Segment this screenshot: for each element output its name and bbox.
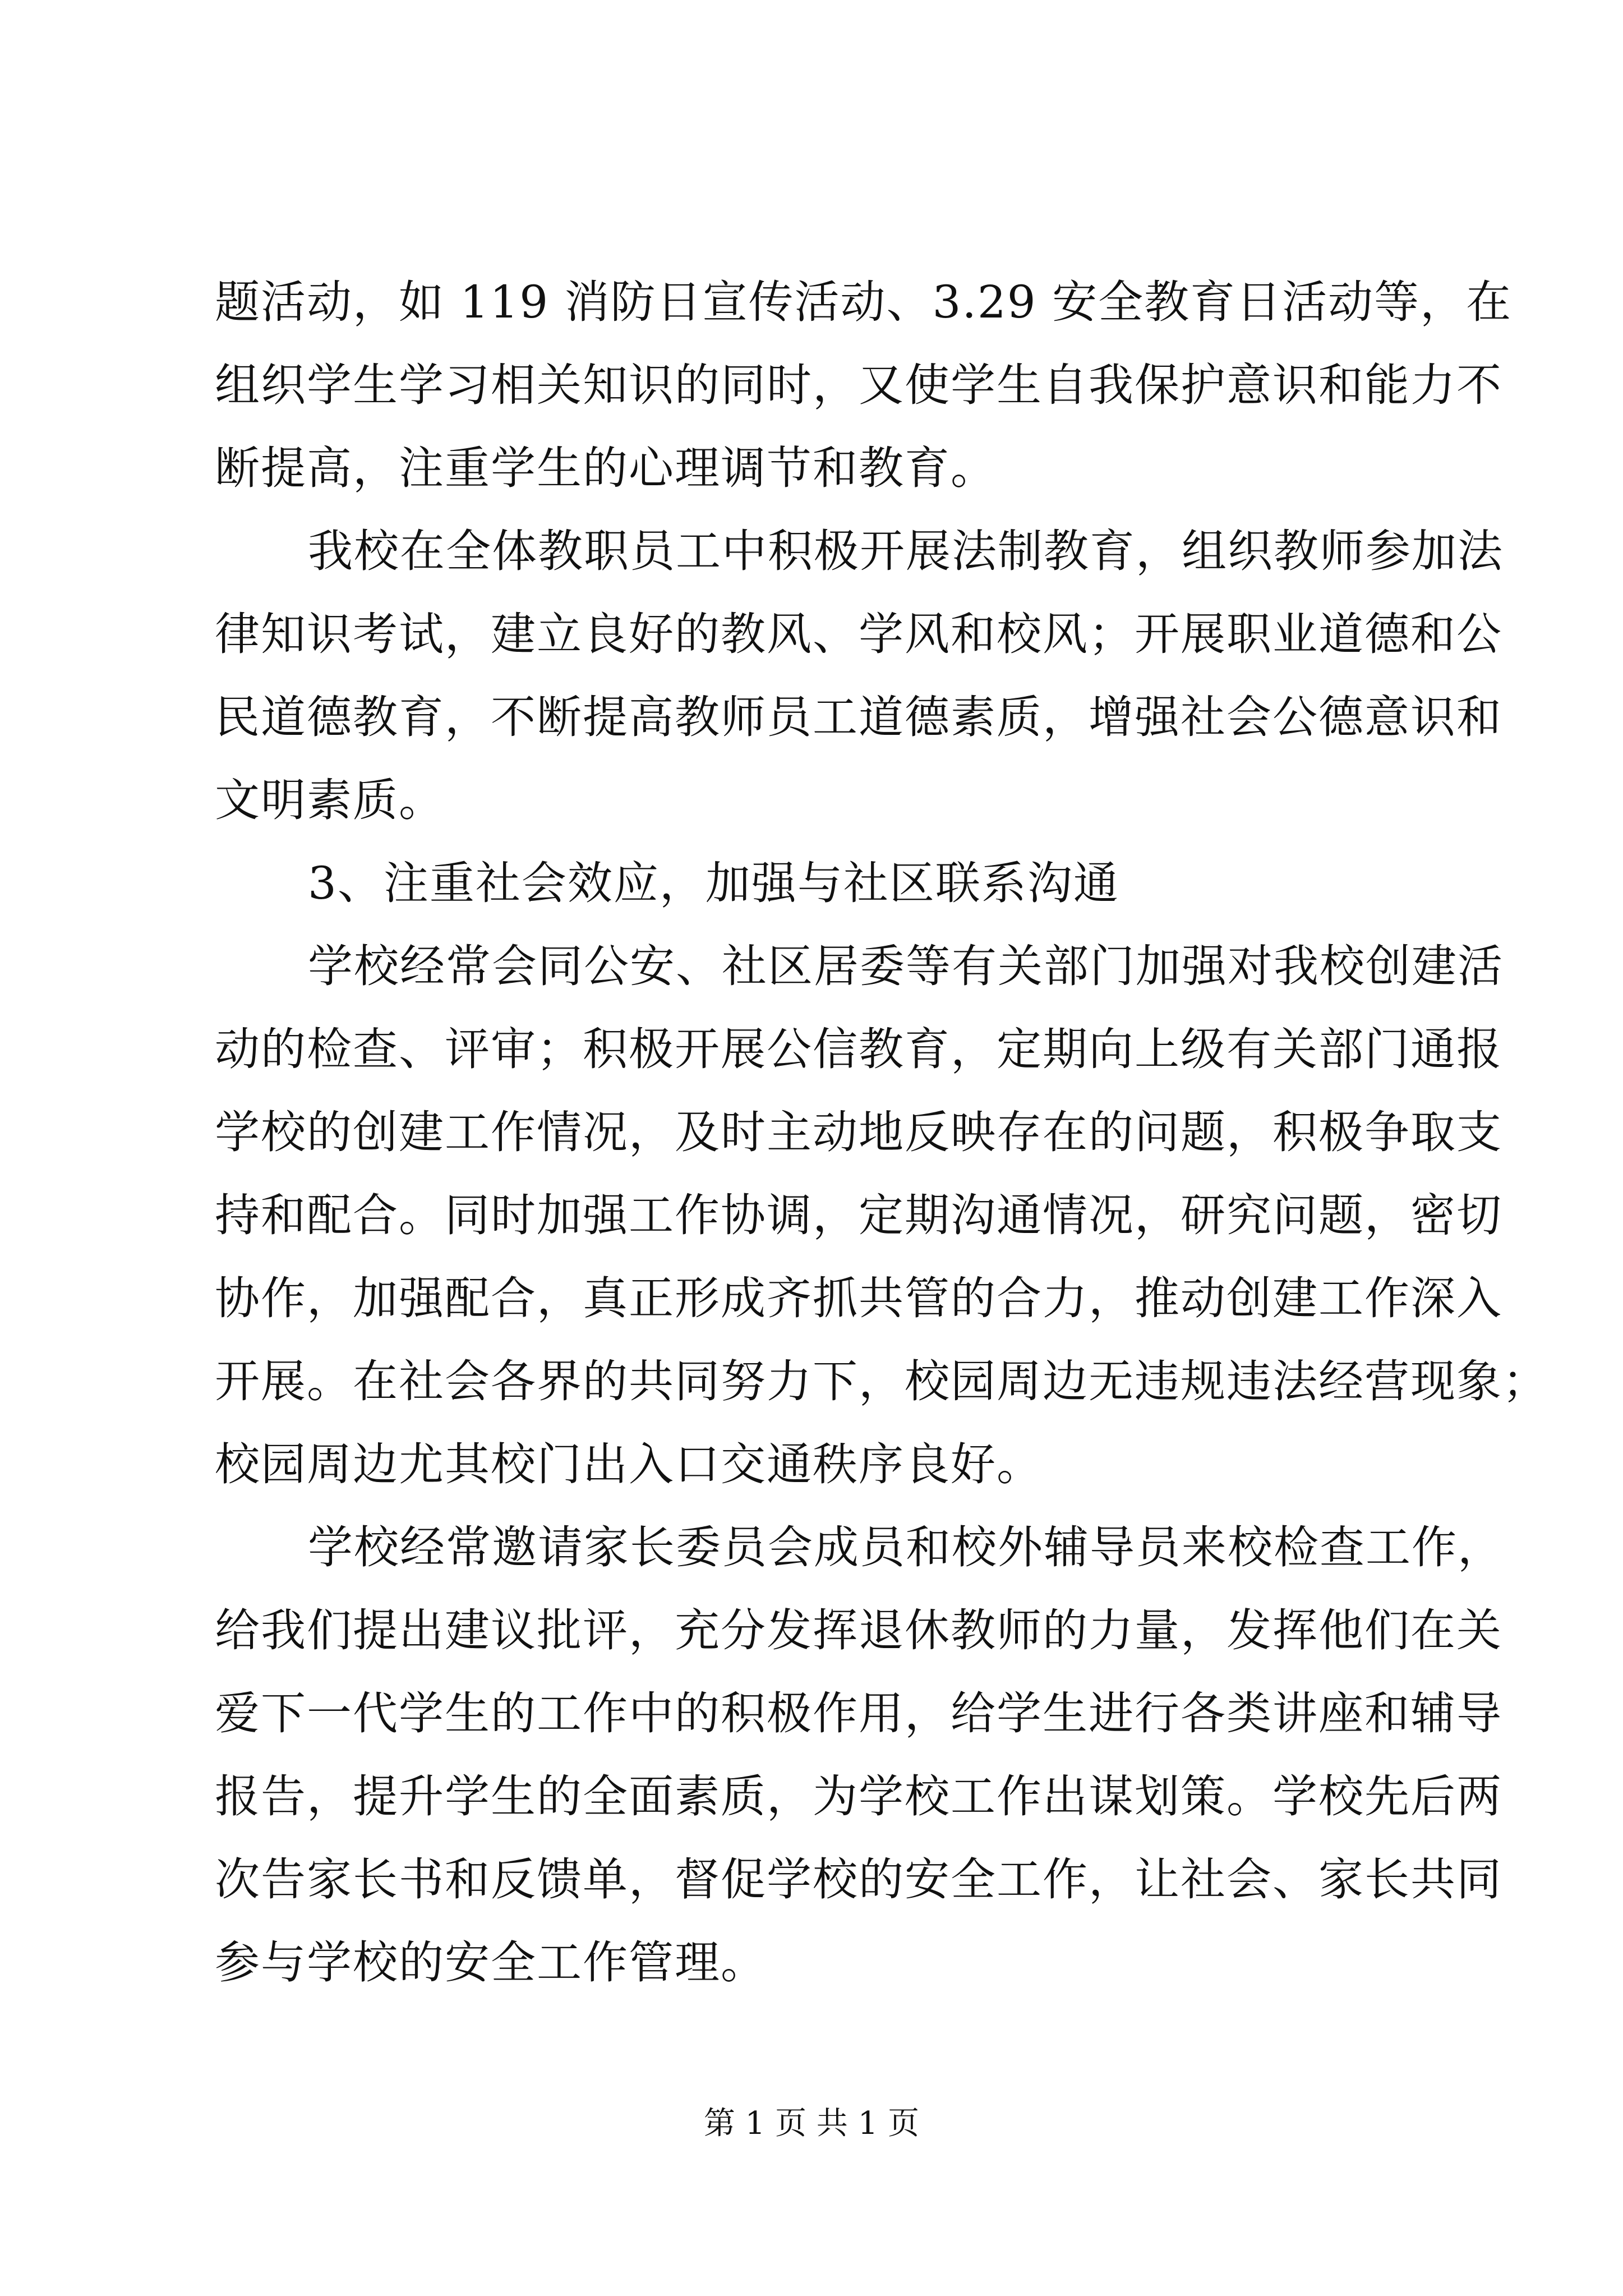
section-heading: 3、注重社会效应，加强与社区联系沟通 — [308, 857, 1119, 909]
page-number-footer: 第 1 页 共 1 页 — [703, 2105, 920, 2142]
text-line: 题活动，如 119 消防日宣传活动、3.29 安全教育日活动等，在 — [215, 276, 1513, 328]
text-line: 文明素质。 — [215, 774, 445, 826]
paragraph-first-line: 学校经常会同公安、社区居委等有关部门加强对我校创建活 — [308, 940, 1504, 992]
text-line: 开展。在社会各界的共同努力下，校园周边无违规违法经营现象； — [215, 1355, 1548, 1407]
text-line: 学校的创建工作情况，及时主动地反映存在的问题，积极争取支 — [215, 1106, 1502, 1158]
text-line: 组织学生学习相关知识的同时，又使学生自我保护意识和能力不 — [215, 359, 1502, 411]
text-line: 持和配合。同时加强工作协调，定期沟通情况，研究问题，密切 — [215, 1189, 1502, 1241]
text-line: 次告家长书和反馈单，督促学校的安全工作，让社会、家长共同 — [215, 1853, 1502, 1906]
text-line: 给我们提出建议批评，充分发挥退休教师的力量，发挥他们在关 — [215, 1604, 1502, 1657]
text-line: 参与学校的安全工作管理。 — [215, 1936, 767, 1989]
text-line: 动的检查、评审；积极开展公信教育，定期向上级有关部门通报 — [215, 1023, 1502, 1075]
text-line: 报告，提升学生的全面素质，为学校工作出谋划策。学校先后两 — [215, 1770, 1502, 1823]
text-line: 爱下一代学生的工作中的积极作用，给学生进行各类讲座和辅导 — [215, 1687, 1502, 1740]
text-line: 断提高，注重学生的心理调节和教育。 — [215, 442, 997, 494]
document-body — [215, 261, 1548, 2004]
paragraph-first-line: 我校在全体教职员工中积极开展法制教育，组织教师参加法 — [308, 525, 1504, 577]
text-line: 校园周边尤其校门出入口交通秩序良好。 — [215, 1438, 1043, 1490]
paragraph-first-line: 学校经常邀请家长委员会成员和校外辅导员来校检查工作， — [308, 1521, 1504, 1573]
text-line: 民道德教育，不断提高教师员工道德素质，增强社会公德意识和 — [215, 691, 1502, 743]
text-line: 协作，加强配合，真正形成齐抓共管的合力，推动创建工作深入 — [215, 1272, 1502, 1324]
text-line: 律知识考试，建立良好的教风、学风和校风；开展职业道德和公 — [215, 608, 1502, 660]
